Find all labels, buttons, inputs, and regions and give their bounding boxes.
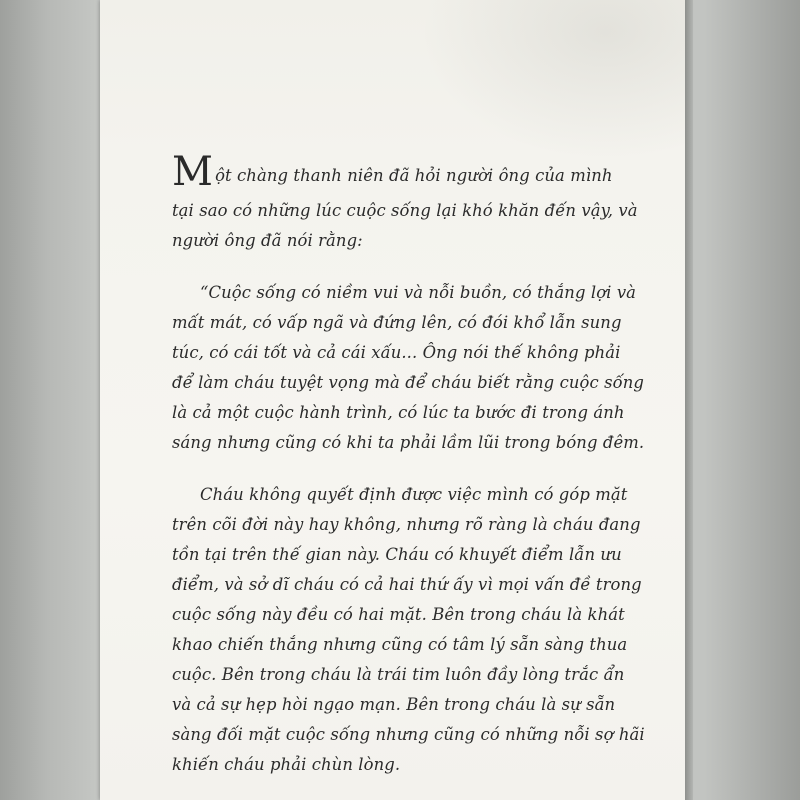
text-line: khao chiến thắng nhưng cũng có tâm lý sẵn sàng thua bbox=[172, 635, 628, 654]
text-line: sàng đối mặt cuộc sống nhưng cũng có những nỗi sợ hãi bbox=[172, 725, 645, 744]
text-line: là cả một cuộc hành trình, có lúc ta bước đi trong ánh bbox=[172, 403, 625, 422]
text-line: Cháu không quyết định được việc mình có góp mặt bbox=[200, 485, 628, 504]
paragraph-gap bbox=[172, 458, 622, 480]
text-line: để làm cháu tuyệt vọng mà để cháu biết rằng cuộc sống bbox=[172, 373, 644, 392]
text-line: “Cuộc sống có niềm vui và nỗi buồn, có thắng lợi và bbox=[200, 283, 637, 302]
page-edge bbox=[685, 0, 693, 800]
text-line: túc, có cái tốt và cả cái xấu... Ông nói thế không phải bbox=[172, 343, 621, 362]
text-line: cuộc sống này đều có hai mặt. Bên trong cháu là khát bbox=[172, 605, 625, 624]
line-text: ột chàng thanh niên đã hỏi người ông của mình bbox=[215, 166, 613, 185]
text-line: trên cõi đời này hay không, nhưng rõ ràng là cháu đang bbox=[172, 515, 641, 534]
text-line: mất mát, có vấp ngã và đứng lên, có đói khổ lẫn sung bbox=[172, 313, 622, 332]
text-line: tại sao có những lúc cuộc sống lại khó khăn đến vậy, và bbox=[172, 201, 638, 220]
page-text bbox=[172, 149, 645, 780]
paragraph-gap bbox=[172, 256, 622, 278]
text-line: người ông đã nói rằng: bbox=[172, 231, 363, 250]
text-line: khiến cháu phải chùn lòng. bbox=[172, 755, 401, 774]
text-line: và cả sự hẹp hòi ngạo mạn. Bên trong cháu là sự sẵn bbox=[172, 695, 616, 714]
text-line: sáng nhưng cũng có khi ta phải lầm lũi trong bóng đêm. bbox=[172, 433, 645, 452]
text-line: tồn tại trên thế gian này. Cháu có khuyết điểm lẫn ưu bbox=[172, 545, 622, 564]
text-line bbox=[172, 150, 622, 196]
drop-cap: M bbox=[172, 149, 214, 195]
paragraph-3 bbox=[172, 480, 645, 780]
text-line: cuộc. Bên trong cháu là trái tim luôn đầy lòng trắc ẩn bbox=[172, 665, 625, 684]
show-through-shadow bbox=[420, 0, 685, 160]
paragraph-1 bbox=[172, 149, 638, 256]
text-line: điểm, và sở dĩ cháu có cả hai thứ ấy vì mọi vấn đề trong bbox=[172, 575, 642, 594]
paragraph-2 bbox=[172, 278, 645, 458]
